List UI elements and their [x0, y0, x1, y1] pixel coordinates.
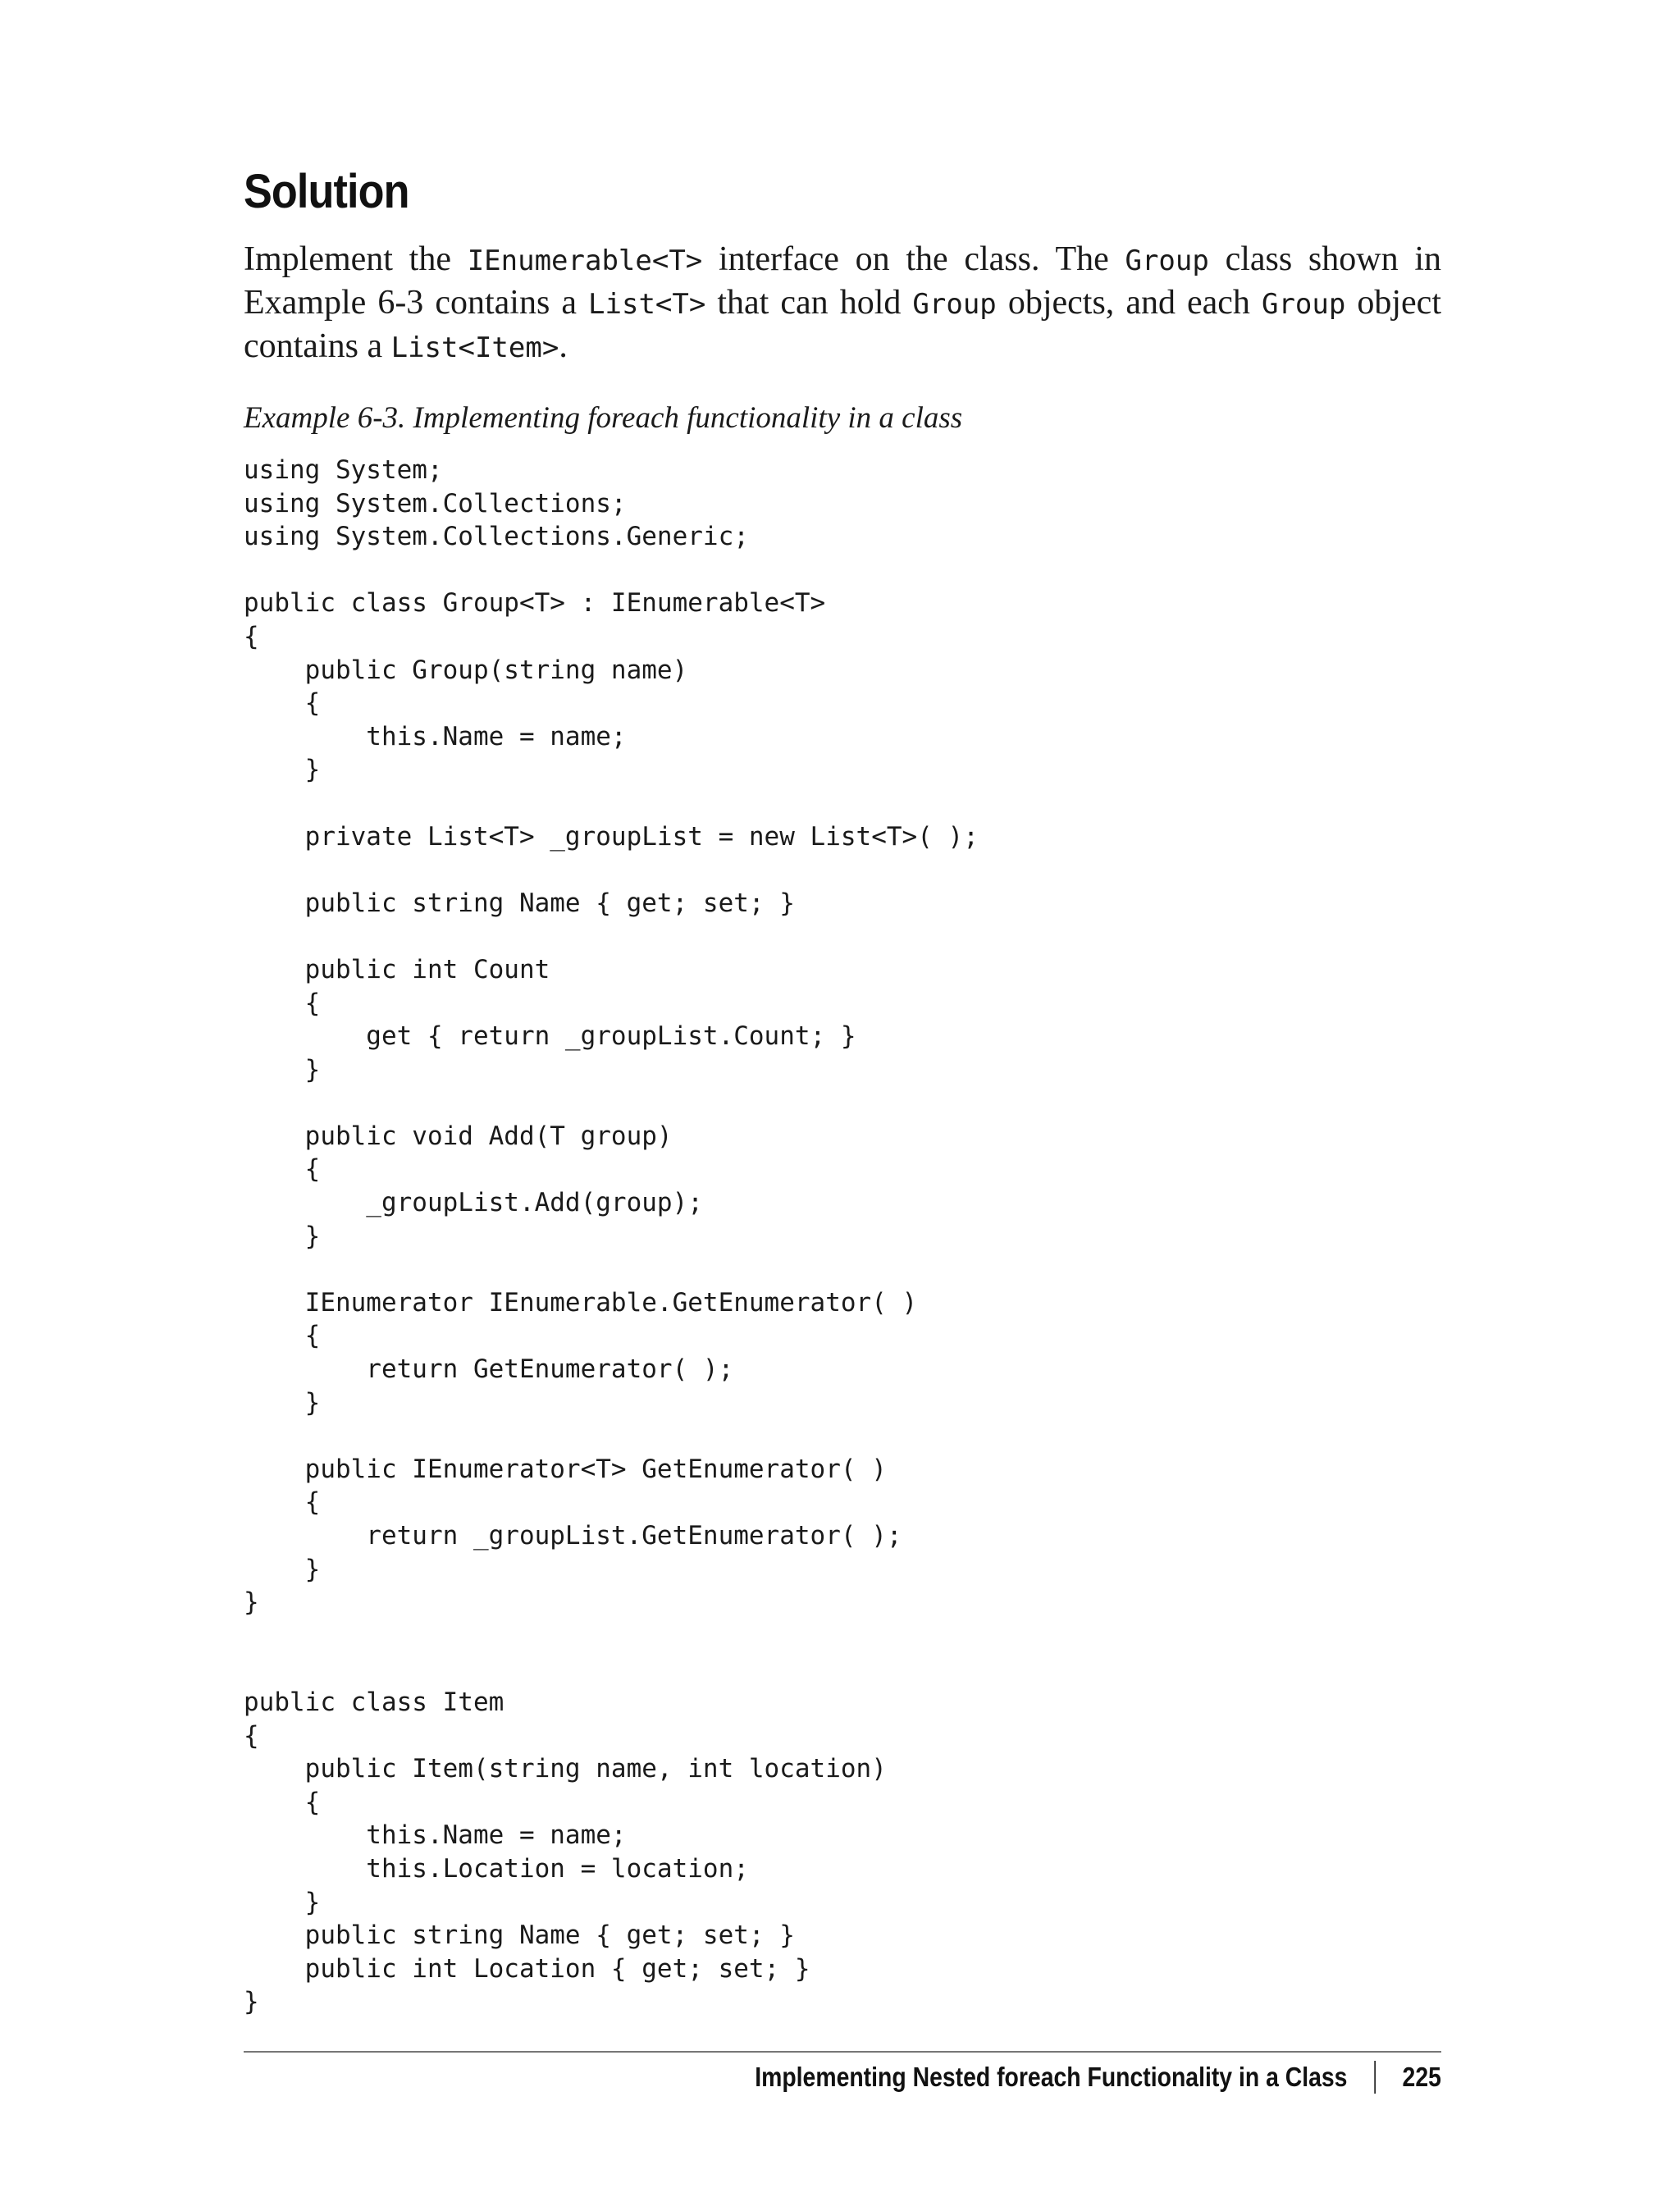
inline-code: Group: [1125, 244, 1209, 277]
intro-text: that can hold: [705, 284, 913, 322]
code-line: public int Count: [244, 954, 550, 984]
code-line: using System.Collections;: [244, 488, 627, 518]
code-line: }: [244, 1054, 321, 1085]
code-line: {: [244, 688, 321, 719]
example-caption: Example 6-3. Implementing foreach functionality in a class: [244, 401, 963, 435]
running-title: Implementing Nested foreach Functionality in a Class: [755, 2062, 1348, 2092]
code-listing: [244, 454, 979, 2019]
code-line: [244, 787, 979, 820]
code-line: }: [244, 755, 321, 785]
code-line: this.Name = name;: [244, 1820, 627, 1851]
code-line: using System.Collections.Generic;: [244, 522, 749, 552]
inline-code: List<Item>: [390, 331, 559, 364]
code-line: {: [244, 621, 259, 651]
code-line: IEnumerator IEnumerable.GetEnumerator( ): [244, 1287, 918, 1318]
inline-code: Group: [1261, 288, 1346, 321]
intro-text: object contains a: [244, 284, 1441, 365]
intro-text: .: [559, 327, 568, 365]
intro-text: objects, and each: [996, 284, 1262, 322]
code-line: [244, 1652, 979, 1686]
inline-code: Group: [912, 288, 997, 321]
code-line: get { return _groupList.Count; }: [244, 1021, 856, 1052]
intro-text: Implement the: [244, 240, 468, 278]
code-line: public Item(string name, int location): [244, 1754, 887, 1784]
code-line: [244, 1086, 979, 1120]
code-line: }: [244, 1221, 321, 1251]
code-line: return _groupList.GetEnumerator( );: [244, 1521, 902, 1551]
footer-separator: [1374, 2061, 1376, 2094]
code-line: {: [244, 1487, 321, 1518]
code-line: public IEnumerator<T> GetEnumerator( ): [244, 1454, 887, 1484]
section-heading: Solution: [244, 165, 409, 218]
code-line: this.Location = location;: [244, 1853, 749, 1884]
code-line: {: [244, 1787, 321, 1817]
code-line: public string Name { get; set; }: [244, 888, 795, 918]
code-line: [244, 1619, 979, 1653]
code-line: {: [244, 988, 321, 1018]
code-line: }: [244, 1554, 321, 1584]
inline-code: IEnumerable<T>: [467, 244, 703, 277]
code-line: [244, 1419, 979, 1453]
code-line: {: [244, 1720, 259, 1751]
code-line: public class Group<T> : IEnumerable<T>: [244, 588, 826, 619]
page-number: 225: [1402, 2062, 1441, 2092]
code-line: [244, 554, 979, 587]
code-line: public void Add(T group): [244, 1121, 673, 1151]
intro-text: class shown in Example 6-3 contains a: [244, 240, 1441, 322]
code-line: }: [244, 1387, 321, 1418]
code-line: _groupList.Add(group);: [244, 1188, 703, 1218]
code-line: return GetEnumerator( );: [244, 1354, 734, 1385]
code-line: public int Location { get; set; }: [244, 1953, 810, 1984]
inline-code: List<T>: [588, 288, 706, 321]
code-line: public string Name { get; set; }: [244, 1921, 795, 1951]
code-line: [244, 920, 979, 953]
code-line: }: [244, 1587, 259, 1618]
code-line: public class Item: [244, 1687, 504, 1717]
code-line: this.Name = name;: [244, 721, 627, 751]
page-footer: [755, 2061, 1441, 2094]
code-line: [244, 1253, 979, 1286]
code-line: {: [244, 1321, 321, 1351]
code-line: using System;: [244, 455, 443, 485]
code-line: private List<T> _groupList = new List<T>( );: [244, 821, 979, 852]
code-line: {: [244, 1154, 321, 1185]
intro-paragraph: [244, 239, 1441, 369]
code-line: [244, 853, 979, 887]
code-line: }: [244, 1887, 321, 1917]
intro-text: interface on the class. The: [702, 240, 1125, 278]
code-line: public Group(string name): [244, 655, 688, 685]
footer-rule: [244, 2051, 1441, 2053]
code-line: }: [244, 1987, 259, 2017]
